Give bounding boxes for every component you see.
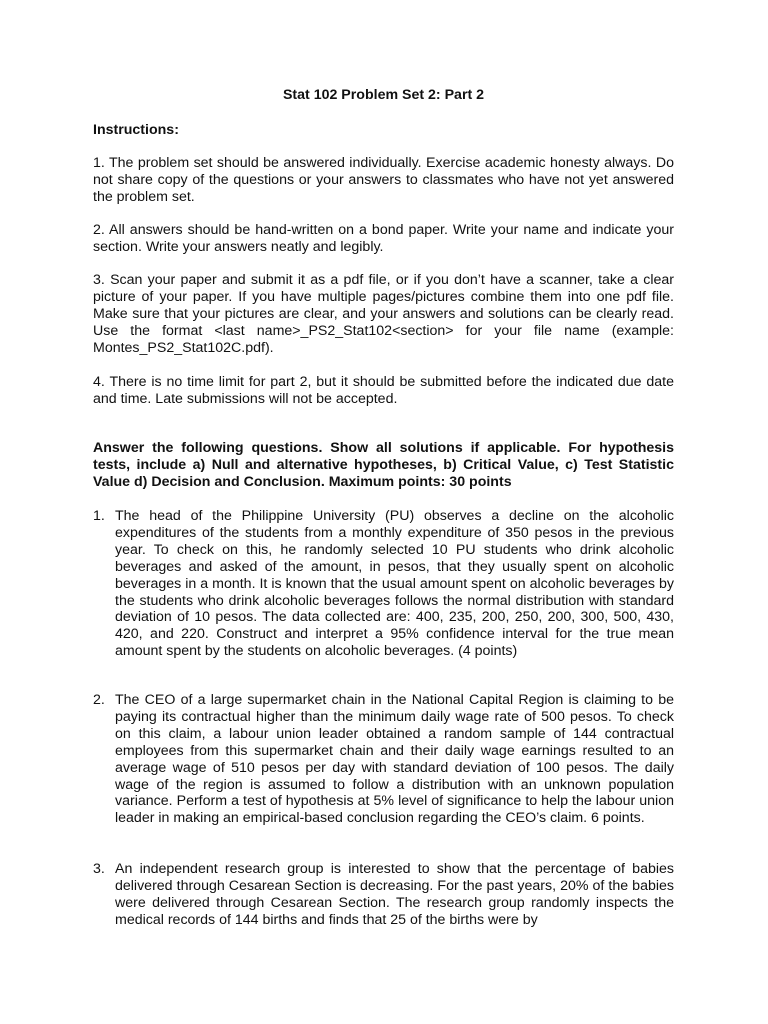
instruction-2: 2. All answers should be hand-written on a bond paper. Write your name and indicate your section. Write your answers neatly and legibly. <box>93 222 674 255</box>
question-text: An independent research group is interested to show that the percentage of babies delivered through Cesarean Section is decreasing. For the past years, 20% of the babies were delivered through Cesarean Section. The research group randomly inspects the medical records of 144 births and finds that 25 of the births were by <box>115 861 674 928</box>
question-2 <box>93 692 674 827</box>
question-number: 3. <box>93 861 105 877</box>
question-1 <box>93 508 674 660</box>
question-text: The CEO of a large supermarket chain in the National Capital Region is claiming to be paying its contractual higher than the minimum daily wage rate of 500 pesos. To check on this claim, a labour union leader obtained a random sample of 144 contractual employees from this supermarket chain and their daily wage earnings resulted to an average wage of 510 pesos per day with standard deviation of 100 pesos. The daily wage of the region is assumed to follow a distribution with an unknown population variance. Perform a test of hypothesis at 5% level of significance to help the labour union leader in making an empirical-based conclusion regarding the CEO’s claim. 6 points. <box>115 692 674 827</box>
instructions-heading: Instructions: <box>93 122 179 138</box>
question-number: 2. <box>93 692 105 708</box>
question-3 <box>93 861 674 929</box>
question-text: The head of the Philippine University (PU) observes a decline on the alcoholic expenditures of the students from a monthly expenditure of 350 pesos in the previous year. To check on this, he randomly selected 10 PU students who drink alcoholic beverages and asked of the amount, in pesos, that they usually spent on alcoholic beverages in a month. It is known that the usual amount spent on alcoholic beverages by the students who drink alcoholic beverages follows the normal distribution with standard deviation of 10 pesos. The data collected are: 400, 235, 200, 250, 200, 300, 500, 430, 420, and 220. Construct and interpret a 95% confidence interval for the true mean amount spent by the students on alcoholic beverages. (4 points) <box>115 508 674 660</box>
question-number: 1. <box>93 508 105 524</box>
instruction-1: 1. The problem set should be answered individually. Exercise academic honesty always. Do not share copy of the questions or your answers to classmates who have not yet answered the problem set. <box>93 155 674 205</box>
page-title: Stat 102 Problem Set 2: Part 2 <box>282 87 485 103</box>
answer-instructions: Answer the following questions. Show all solutions if applicable. For hypothesis tests, include a) Null and alternative hypotheses, b) Critical Value, c) Test Statistic Value d) Decision and Conclusion. Maximum points: 30 points <box>93 440 674 490</box>
instruction-4: 4. There is no time limit for part 2, but it should be submitted before the indicated due date and time. Late submissions will not be accepted. <box>93 374 674 407</box>
instruction-3: 3. Scan your paper and submit it as a pdf file, or if you don’t have a scanner, take a clear picture of your paper. If you have multiple pages/pictures combine them into one pdf file. Make sure that your pictures are clear, and your answers and solutions can be clearly read. Use the format <last name>_PS2_Stat102<section> for your file name (example: Montes_PS2_Stat102C.pdf). <box>93 272 674 356</box>
